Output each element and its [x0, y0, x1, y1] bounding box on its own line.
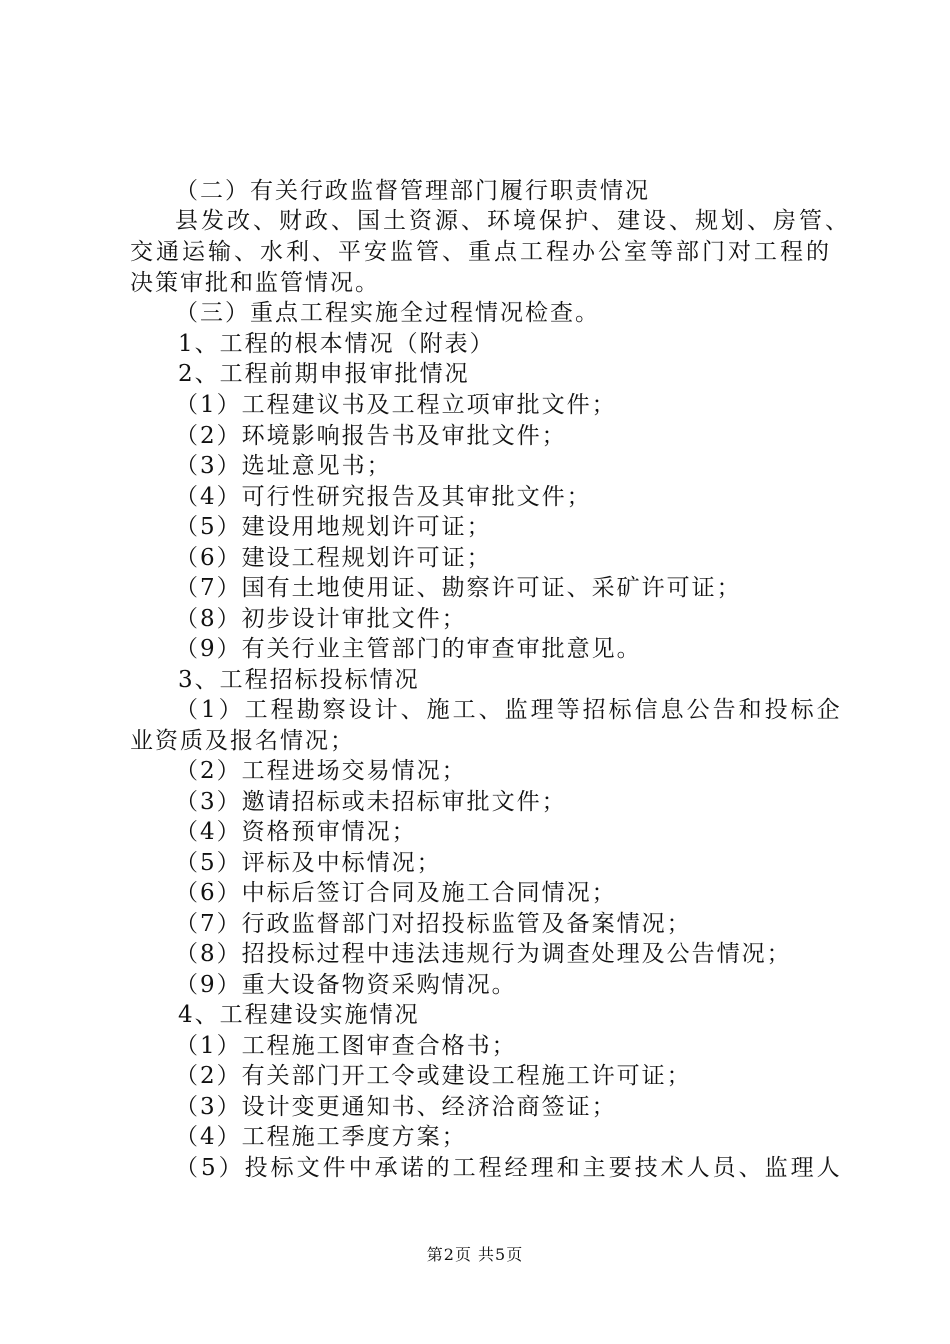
subsection-heading-1: 1、工程的根本情况（附表） — [178, 331, 495, 357]
list-item: （8）初步设计审批文件； — [175, 606, 467, 632]
list-item: （9）有关行业主管部门的审查审批意见。 — [175, 636, 642, 662]
list-item: （6）建设工程规划许可证； — [175, 545, 492, 571]
page-number-footer: 第2页 共5页 — [426, 1245, 524, 1264]
list-item: （7）行政监督部门对招投标监管及备案情况； — [175, 911, 692, 937]
list-item: （8）招投标过程中违法违规行为调查处理及公告情况； — [175, 941, 792, 967]
section-heading-3: （三）重点工程实施全过程情况检查。 — [175, 300, 600, 326]
paragraph-line: 决策审批和监管情况。 — [130, 270, 380, 296]
section-heading-2: （二）有关行政监督管理部门履行职责情况 — [175, 178, 650, 204]
list-item: （9）重大设备物资采购情况。 — [175, 972, 517, 998]
paragraph-line: 交通运输、水利、平安监管、重点工程办公室等部门对工程的 — [130, 239, 832, 265]
list-item: （5）投标文件中承诺的工程经理和主要技术人员、监理人 — [175, 1155, 843, 1181]
subsection-heading-4: 4、工程建设实施情况 — [178, 1002, 420, 1028]
list-item: （4）工程施工季度方案； — [175, 1124, 467, 1150]
list-item: （6）中标后签订合同及施工合同情况； — [175, 880, 617, 906]
list-item: （5）建设用地规划许可证； — [175, 514, 492, 540]
list-item: （4）可行性研究报告及其审批文件； — [175, 484, 592, 510]
list-item: （5）评标及中标情况； — [175, 850, 442, 876]
list-item: （3）选址意见书； — [175, 453, 392, 479]
list-item: （2）工程进场交易情况； — [175, 758, 467, 784]
list-item: （1）工程勘察设计、施工、监理等招标信息公告和投标企 — [175, 697, 843, 723]
list-item: （7）国有土地使用证、勘察许可证、采矿许可证； — [175, 575, 742, 601]
list-item: （1）工程施工图审查合格书； — [175, 1033, 517, 1059]
list-item: （2）环境影响报告书及审批文件； — [175, 423, 567, 449]
list-item: （1）工程建议书及工程立项审批文件； — [175, 392, 617, 418]
list-item: （2）有关部门开工令或建设工程施工许可证； — [175, 1063, 692, 1089]
list-item-continuation: 业资质及报名情况； — [130, 728, 355, 754]
subsection-heading-2: 2、工程前期申报审批情况 — [178, 361, 470, 387]
list-item: （4）资格预审情况； — [175, 819, 417, 845]
list-item: （3）设计变更通知书、经济洽商签证； — [175, 1094, 617, 1120]
subsection-heading-3: 3、工程招标投标情况 — [178, 667, 420, 693]
paragraph-line: 县发改、财政、国土资源、环境保护、建设、规划、房管、 — [175, 208, 851, 234]
list-item: （3）邀请招标或未招标审批文件； — [175, 789, 567, 815]
